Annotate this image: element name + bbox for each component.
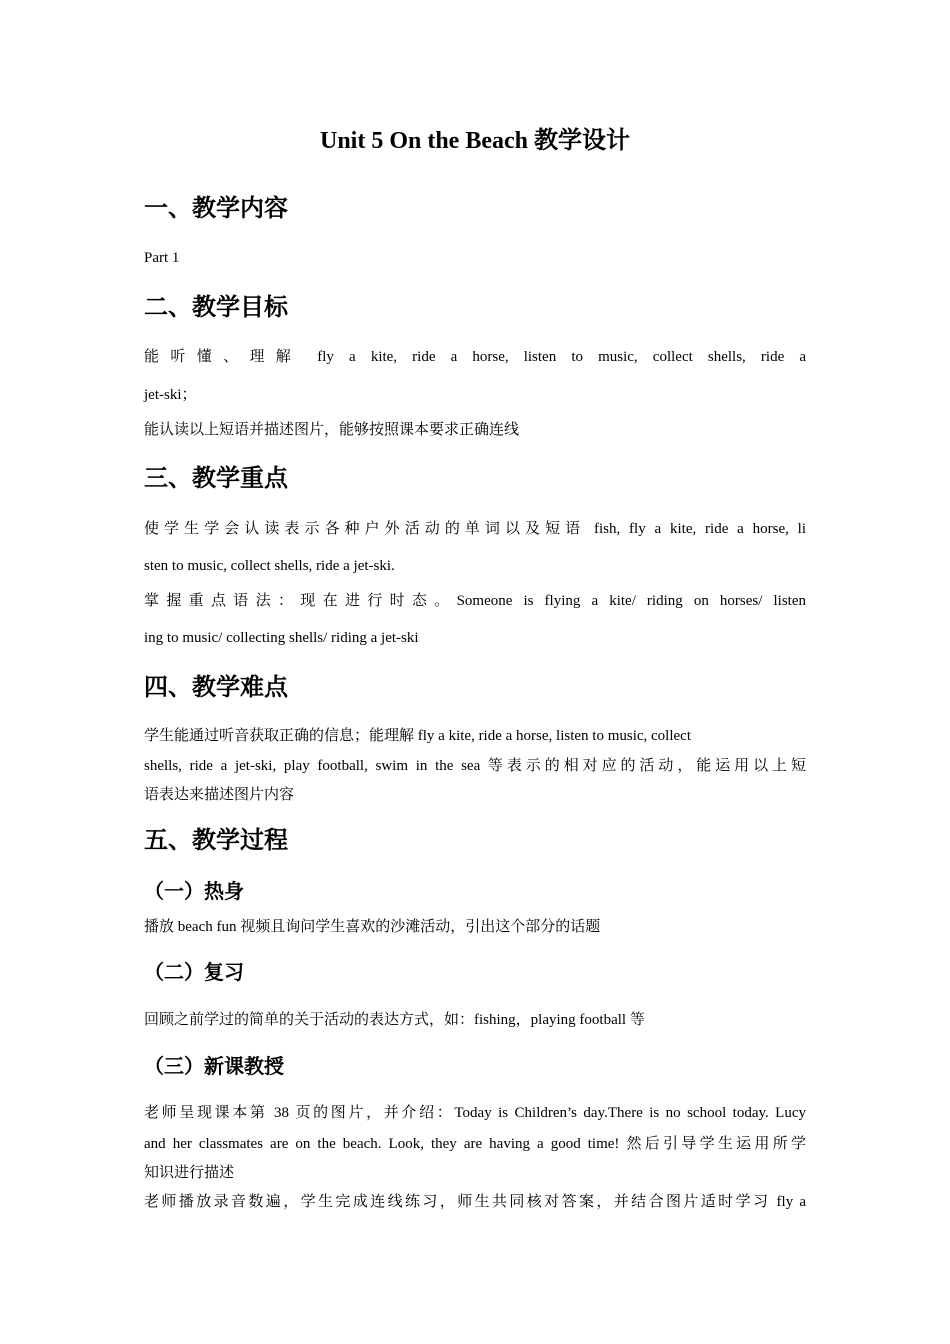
objectives-line: jet-ski； xyxy=(144,387,197,403)
section-heading-objectives: 二、教学目标 xyxy=(144,293,288,321)
subsection-heading-new-lesson: （三）新课教授 xyxy=(144,1054,284,1078)
section-heading-key-points: 三、教学重点 xyxy=(144,464,288,492)
key-points-line: 使学生学会认读表示各种户外活动的单词以及短语 fish, fly a kite, ride a horse, li xyxy=(144,521,806,537)
review-line: 回顾之前学过的简单的关于活动的表达方式，如：fishing，playing football 等 xyxy=(144,1012,645,1028)
difficulties-line: shells, ride a jet-ski, play football, swim in the sea 等表示的相对应的活动，能运用以上短 xyxy=(144,758,806,774)
section-heading-content: 一、教学内容 xyxy=(144,194,288,222)
new-lesson-line: and her classmates are on the beach. Look, they are having a good time! 然后引导学生运用所学 xyxy=(144,1136,806,1152)
key-points-line: ing to music/ collecting shells/ riding a jet-ski xyxy=(144,630,419,646)
new-lesson-line: 老师呈现课本第 38 页的图片，并介绍：Today is Children’s day.There is no school today. Lucy xyxy=(144,1105,806,1121)
key-points-line: sten to music, collect shells, ride a jet-ski. xyxy=(144,558,395,574)
section-heading-difficulties: 四、教学难点 xyxy=(144,673,288,701)
objectives-line: 能听懂、理解 fly a kite, ride a horse, listen to music, collect shells, ride a xyxy=(144,349,806,365)
objectives-line: 能认读以上短语并描述图片，能够按照课本要求正确连线 xyxy=(144,422,520,438)
section-heading-process: 五、教学过程 xyxy=(144,826,288,854)
new-lesson-line: 知识进行描述 xyxy=(144,1165,235,1181)
document-title: Unit 5 On the Beach 教学设计 xyxy=(319,128,630,154)
key-points-line: 掌握重点语法：现在进行时态。Someone is flying a kite/ riding on horses/ listen xyxy=(144,593,806,609)
subsection-heading-warmup: （一）热身 xyxy=(144,879,244,903)
subsection-heading-review: （二）复习 xyxy=(144,960,244,984)
section-content-line: Part 1 xyxy=(144,250,180,266)
warmup-line: 播放 beach fun 视频且询问学生喜欢的沙滩活动，引出这个部分的话题 xyxy=(144,919,601,935)
new-lesson-line: 老师播放录音数遍，学生完成连线练习，师生共同核对答案，并结合图片适时学习 fly a xyxy=(144,1194,806,1210)
difficulties-line: 学生能通过听音获取正确的信息；能理解 fly a kite, ride a horse, listen to music, collect xyxy=(144,728,692,744)
difficulties-line: 语表达来描述图片内容 xyxy=(144,787,295,803)
